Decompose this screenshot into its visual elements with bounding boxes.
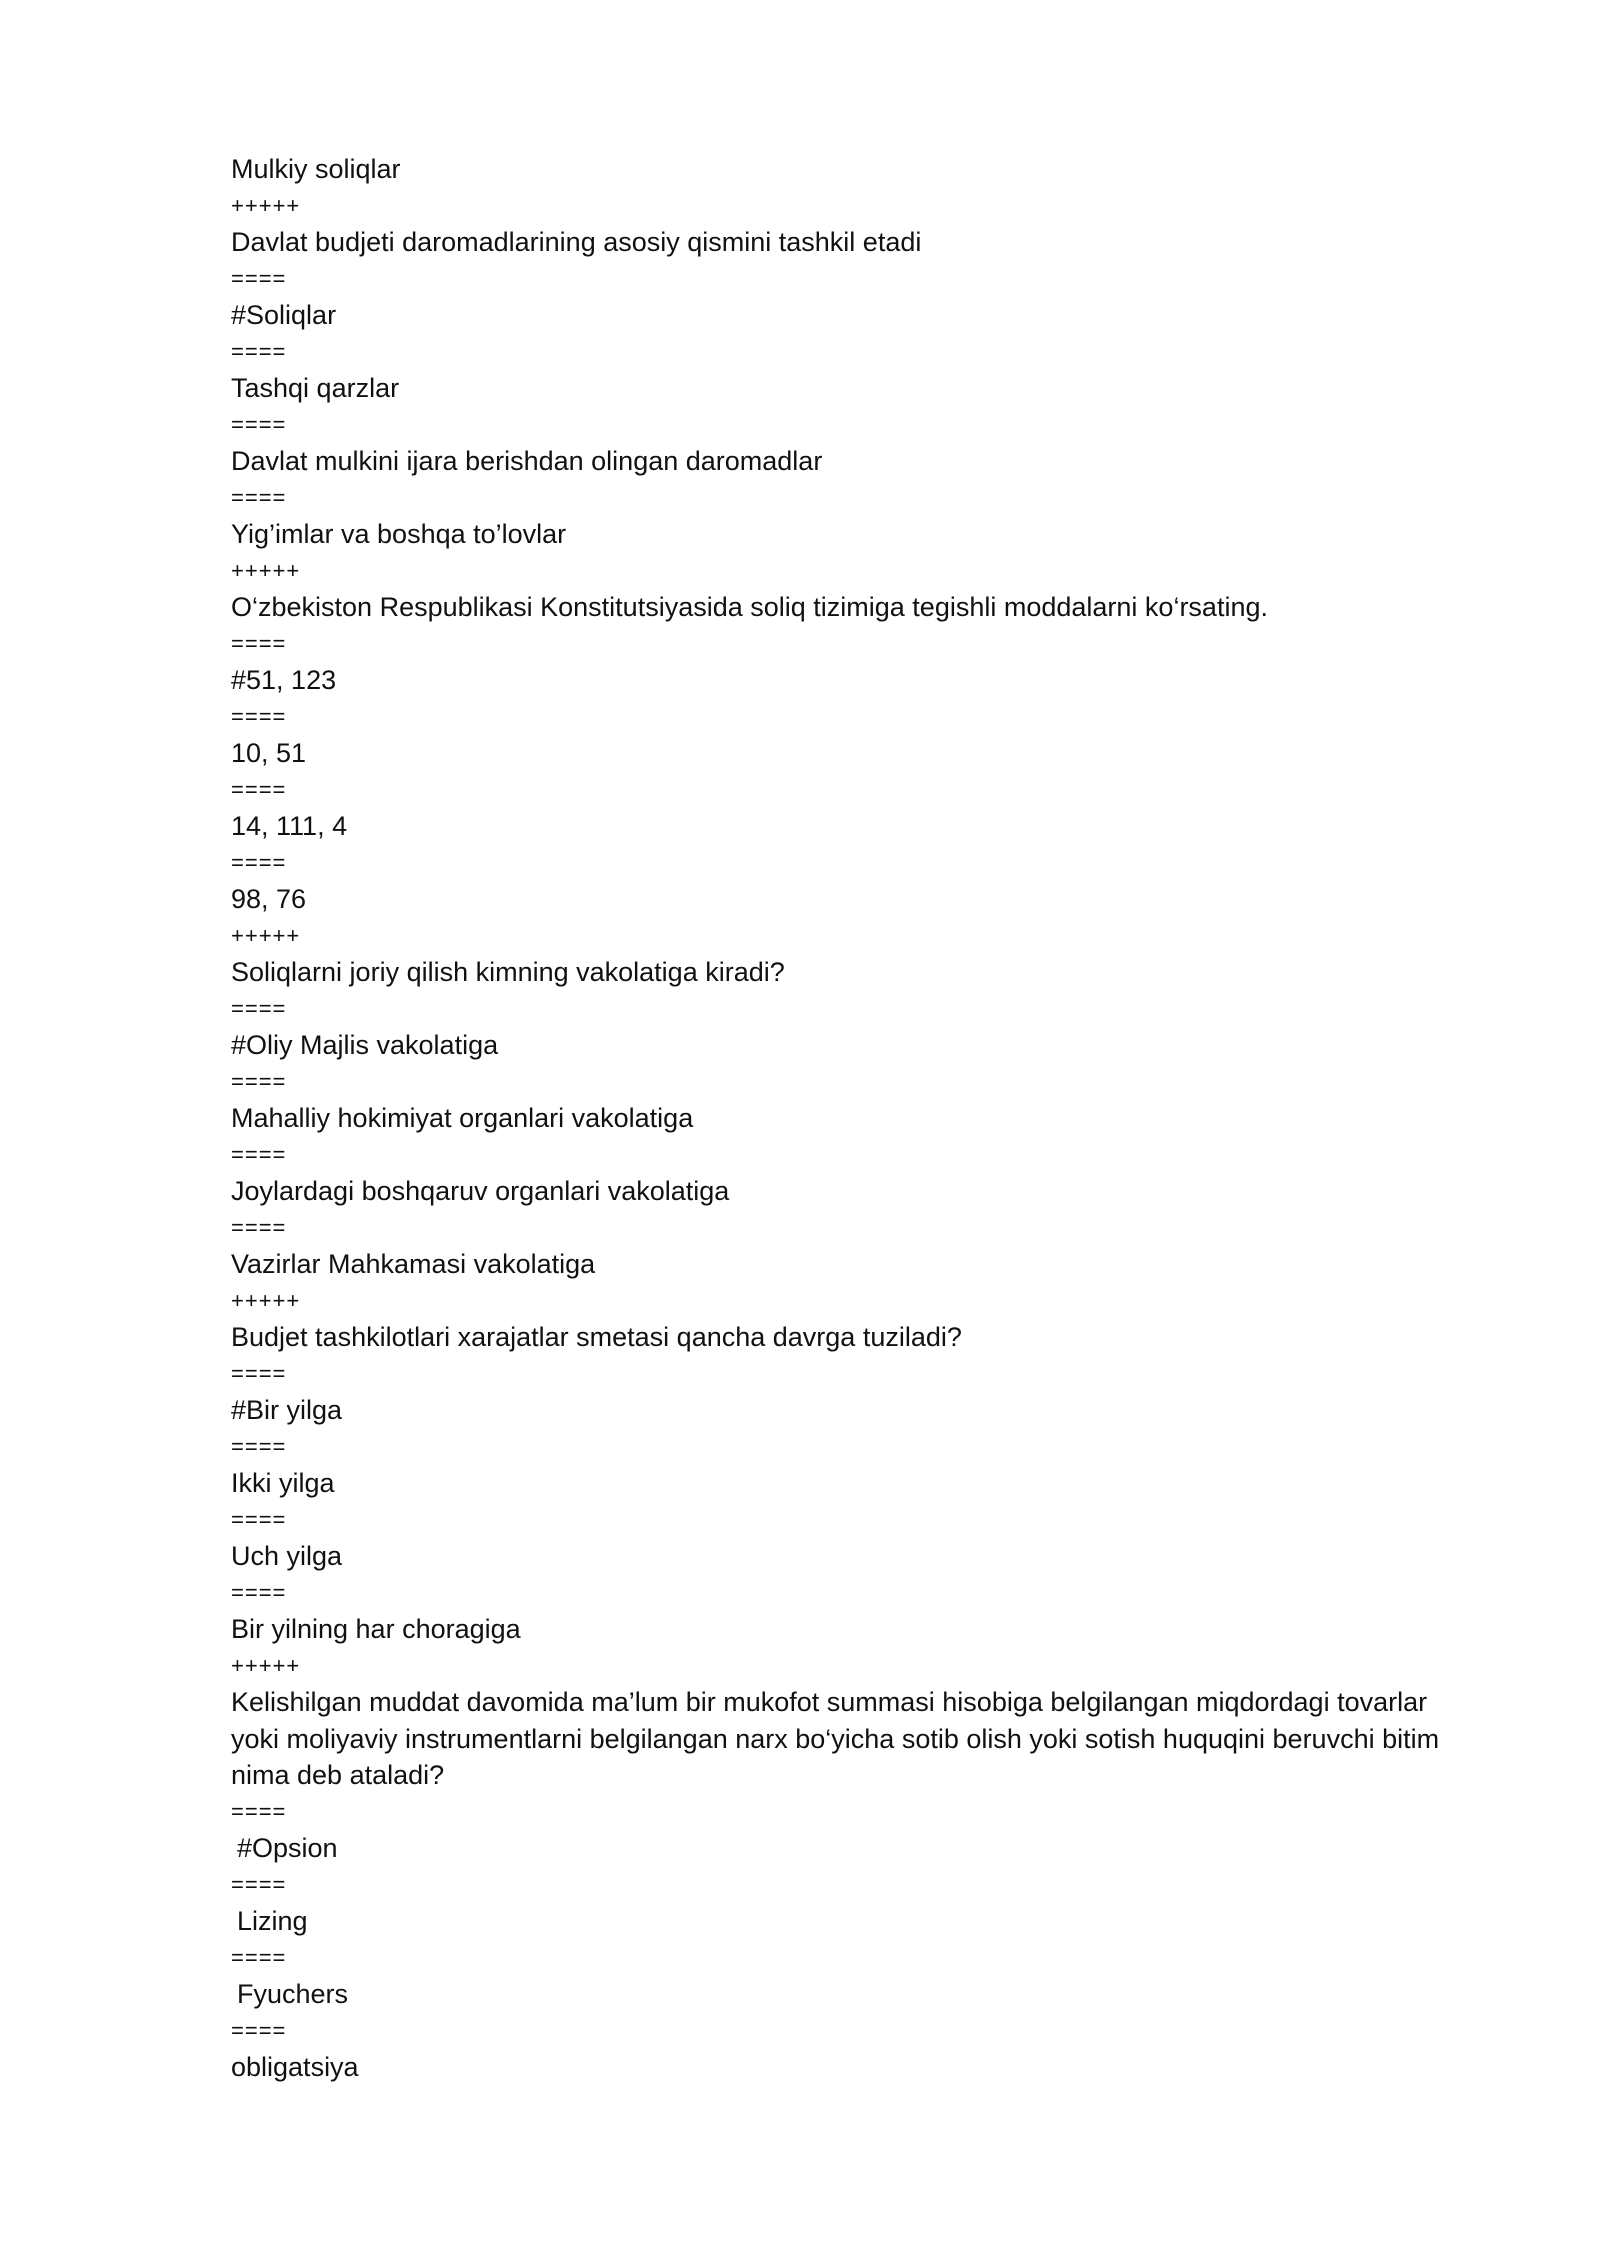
text-line: Mulkiy soliqlar bbox=[231, 154, 401, 184]
document-body bbox=[231, 151, 1491, 2086]
text-line: Soliqlarni joriy qilish kimning vakolatiga kiradi? bbox=[231, 957, 785, 987]
text-line: Uch yilga bbox=[231, 1541, 343, 1571]
option-separator: ==== bbox=[231, 703, 287, 729]
correct-answer-option: #Oliy Majlis vakolatiga bbox=[231, 1030, 499, 1060]
option-separator: ==== bbox=[231, 1360, 287, 1386]
correct-answer-option: #51, 123 bbox=[231, 665, 337, 695]
option-separator: ==== bbox=[231, 484, 287, 510]
text-line: Yig’imlar va boshqa to’lovlar bbox=[231, 519, 567, 549]
text-line: Ikki yilga bbox=[231, 1468, 335, 1498]
text-line: Vazirlar Mahkamasi vakolatiga bbox=[231, 1249, 596, 1279]
option-separator: ==== bbox=[231, 1506, 287, 1532]
option-separator: ==== bbox=[231, 1579, 287, 1605]
text-line: nima deb ataladi? bbox=[231, 1760, 445, 1790]
option-separator: ==== bbox=[231, 1068, 287, 1094]
answer-option: Lizing bbox=[237, 1906, 308, 1936]
text-line: Davlat mulkini ijara berishdan olingan daromadlar bbox=[231, 446, 823, 476]
text-line: Tashqi qarzlar bbox=[231, 373, 400, 403]
text-line: O‘zbekiston Respublikasi Konstitutsiyasida soliq tizimiga tegishli moddalarni ko‘rsating. bbox=[231, 592, 1268, 622]
option-separator: ==== bbox=[231, 2017, 287, 2043]
text-line: Kelishilgan muddat davomida ma’lum bir mukofot summasi hisobiga belgilangan miqdordagi tovarlar bbox=[231, 1687, 1428, 1717]
text-line: 10, 51 bbox=[231, 738, 307, 768]
answer-option: Fyuchers bbox=[237, 1979, 349, 2009]
text-line: Budjet tashkilotlari xarajatlar smetasi qancha davrga tuziladi? bbox=[231, 1322, 962, 1352]
text-line: Mahalliy hokimiyat organlari vakolatiga bbox=[231, 1103, 694, 1133]
option-separator: ==== bbox=[231, 630, 287, 656]
option-separator: ==== bbox=[231, 849, 287, 875]
question-separator: +++++ bbox=[231, 1652, 301, 1678]
option-separator: ==== bbox=[231, 995, 287, 1021]
option-separator: ==== bbox=[231, 1433, 287, 1459]
text-line: yoki moliyaviy instrumentlarni belgilangan narx bo‘yicha sotib olish yoki sotish huquqini beruvchi bitim bbox=[231, 1723, 1440, 1754]
option-separator: ==== bbox=[231, 1871, 287, 1897]
text-line: 98, 76 bbox=[231, 884, 307, 914]
option-separator: ==== bbox=[231, 1798, 287, 1824]
option-separator: ==== bbox=[231, 338, 287, 364]
question-separator: +++++ bbox=[231, 1287, 301, 1313]
correct-answer-option: #Soliqlar bbox=[231, 300, 337, 330]
answer-option: #Opsion bbox=[237, 1833, 338, 1863]
text-line: Joylardagi boshqaruv organlari vakolatiga bbox=[231, 1176, 730, 1206]
option-separator: ==== bbox=[231, 1141, 287, 1167]
option-separator: ==== bbox=[231, 1214, 287, 1240]
option-separator: ==== bbox=[231, 776, 287, 802]
option-separator: ==== bbox=[231, 265, 287, 291]
text-line: Bir yilning har choragiga bbox=[231, 1614, 521, 1644]
text-line: obligatsiya bbox=[231, 2052, 359, 2082]
question-separator: +++++ bbox=[231, 192, 301, 218]
text-line: 14, 111, 4 bbox=[231, 811, 348, 841]
question-separator: +++++ bbox=[231, 922, 301, 948]
question-separator: +++++ bbox=[231, 557, 301, 583]
option-separator: ==== bbox=[231, 411, 287, 437]
text-line: Davlat budjeti daromadlarining asosiy qismini tashkil etadi bbox=[231, 227, 922, 257]
option-separator: ==== bbox=[231, 1944, 287, 1970]
correct-answer-option: #Bir yilga bbox=[231, 1395, 343, 1425]
